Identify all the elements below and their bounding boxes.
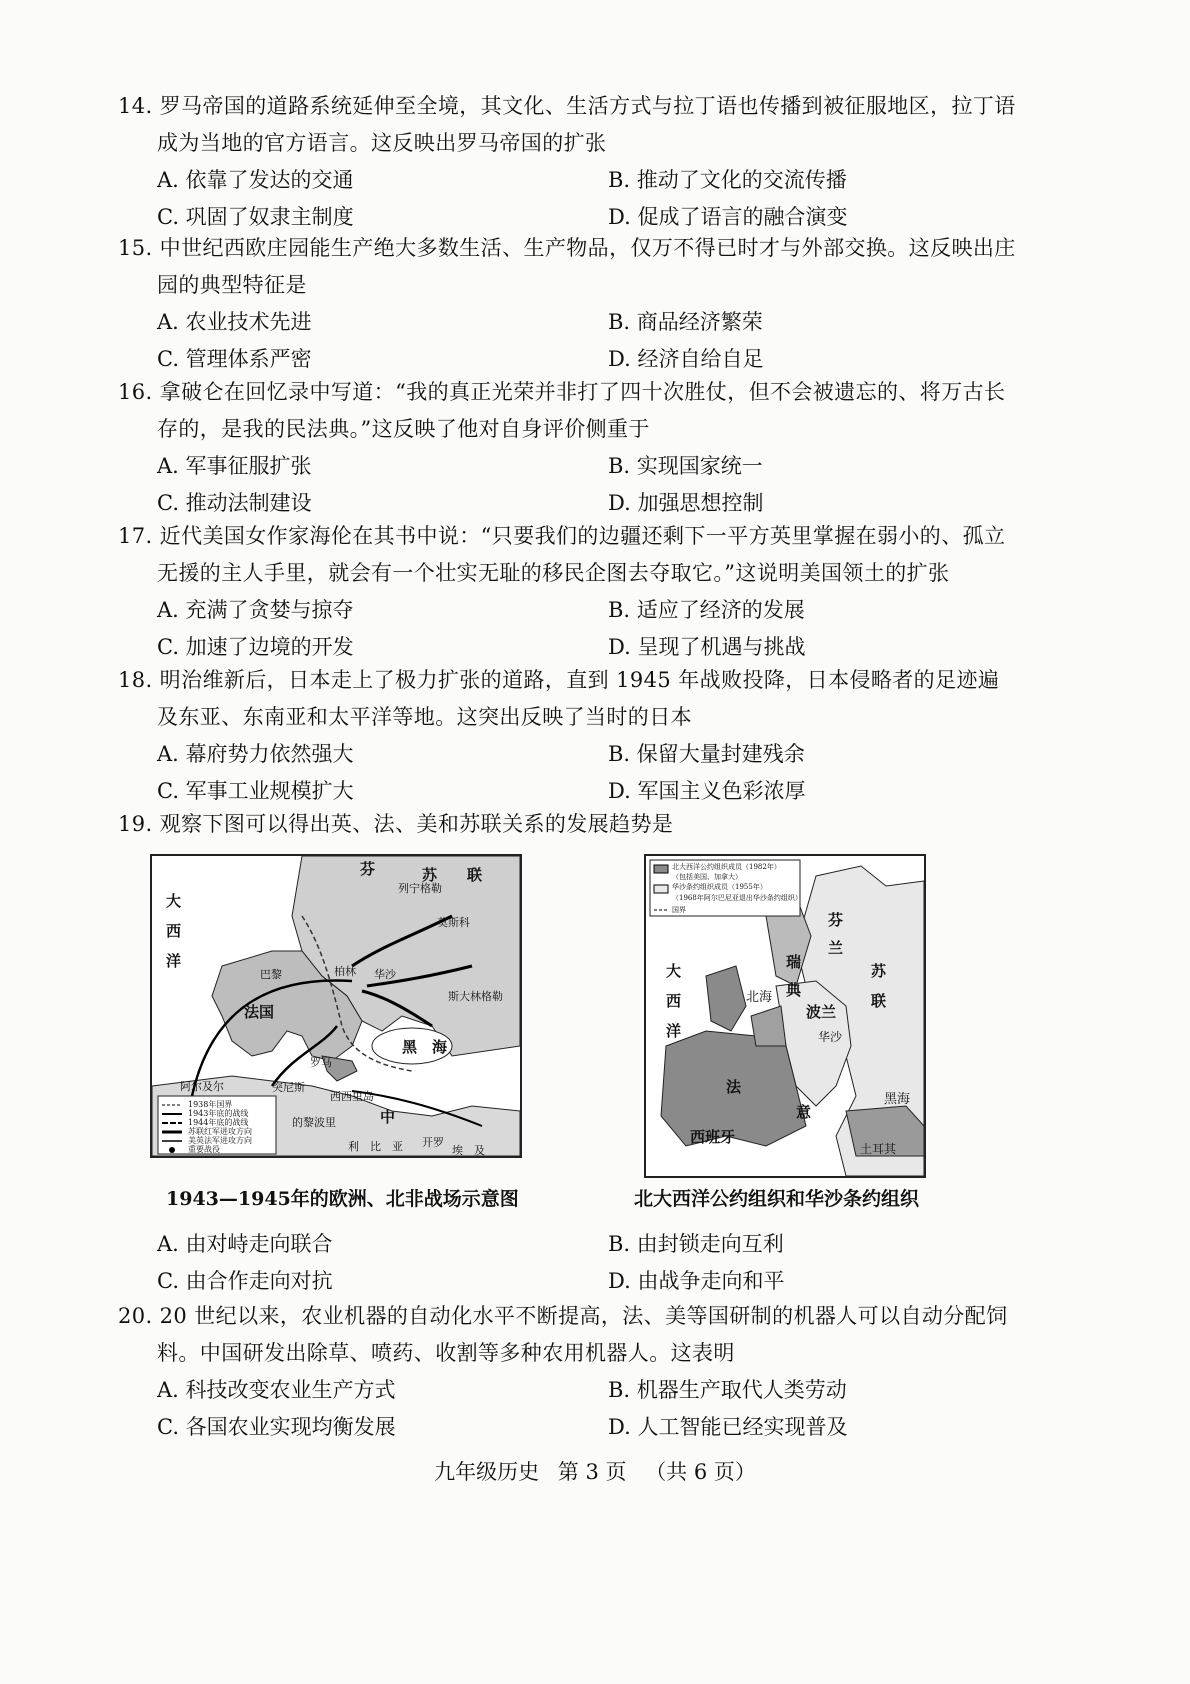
option-b[interactable]: B. 机器生产取代人类劳动 <box>608 1378 847 1402</box>
question-stem: 15. 中世纪西欧庄园能生产绝大多数生活、生产物品，仅万不得已时才与外部交换。这反映出庄园的典型特征是 <box>118 236 1016 297</box>
option-a[interactable]: A. 由对峙走向联合 <box>157 1232 333 1256</box>
option-b[interactable]: B. 推动了文化的交流传播 <box>608 168 847 192</box>
legend-item: （1968年阿尔巴尼亚退出华沙条约组织） <box>672 894 802 902</box>
label-leningrad: 列宁格勒 <box>398 882 442 895</box>
option-c[interactable]: C. 加速了边境的开发 <box>157 635 354 659</box>
question-15 <box>118 230 1018 378</box>
option-d[interactable]: D. 由战争走向和平 <box>608 1269 785 1293</box>
question-stem: 18. 明治维新后，日本走上了极力扩张的道路，直到 1945 年战败投降，日本侵略者的足迹遍及东亚、东南亚和太平洋等地。这突出反映了当时的日本 <box>118 668 1000 729</box>
label-atlantic: 大 西 洋 <box>166 892 182 970</box>
label-france: 法国 <box>244 1003 275 1021</box>
option-d[interactable]: D. 呈现了机遇与挑战 <box>608 635 806 659</box>
label-turkey: 土耳其 <box>860 1142 897 1156</box>
legend-item: （包括美国、加拿大） <box>672 873 742 881</box>
label-finland: 芬 兰 <box>828 911 844 957</box>
label-libya: 利 比 亚 <box>348 1140 403 1153</box>
option-b[interactable]: B. 适应了经济的发展 <box>608 598 805 622</box>
legend-item: 1943年底的战线 <box>188 1109 249 1118</box>
question-20 <box>118 1298 1018 1446</box>
option-c[interactable]: C. 由合作走向对抗 <box>157 1269 333 1293</box>
legend-item: 1944年底的战线 <box>188 1118 249 1127</box>
option-d[interactable]: D. 人工智能已经实现普及 <box>608 1415 848 1439</box>
label-soviet: 苏 联 <box>422 866 483 884</box>
label-sweden: 瑞 典 <box>786 953 802 999</box>
label-berlin: 柏林 <box>334 965 356 978</box>
options <box>118 1226 1018 1300</box>
label-black-sea: 黑海 <box>884 1092 911 1107</box>
option-d[interactable]: D. 促成了语言的融合演变 <box>608 205 848 229</box>
option-b[interactable]: B. 实现国家统一 <box>608 454 763 478</box>
question-14 <box>118 88 1018 236</box>
label-warsaw: 华沙 <box>374 968 396 981</box>
label-poland: 波兰 <box>806 1003 837 1021</box>
option-d[interactable]: D. 军国主义色彩浓厚 <box>608 779 806 803</box>
question-stem: 14. 罗马帝国的道路系统延伸至全境，其文化、生活方式与拉丁语也传播到被征服地区，拉丁语成为当地的官方语言。这反映出罗马帝国的扩张 <box>118 94 1016 155</box>
option-c[interactable]: C. 巩固了奴隶主制度 <box>157 205 354 229</box>
label-rome: 罗马 <box>310 1056 332 1069</box>
footer-subject: 九年级历史 <box>434 1460 540 1484</box>
question-16 <box>118 374 1018 522</box>
map-nato-warsaw <box>644 854 926 1178</box>
label-mediterranean: 中 <box>380 1108 396 1126</box>
question-stem: 19. 观察下图可以得出英、法、美和苏联关系的发展趋势是 <box>118 812 674 836</box>
option-a[interactable]: A. 充满了贪婪与掠夺 <box>157 598 354 622</box>
question-19 <box>118 806 1018 843</box>
label-algiers: 阿尔及尔 <box>180 1080 224 1093</box>
footer-page-number: 第 3 页 <box>557 1460 627 1484</box>
options <box>118 1372 1018 1446</box>
footer-total-pages: （共 6 页） <box>645 1460 756 1484</box>
label-sicily: 西西里岛 <box>330 1090 374 1103</box>
option-c[interactable]: C. 各国农业实现均衡发展 <box>157 1415 396 1439</box>
option-d[interactable]: D. 加强思想控制 <box>608 491 764 515</box>
question-stem: 16. 拿破仑在回忆录中写道：“我的真正光荣并非打了四十次胜仗，但不会被遗忘的、将万古长存的，是我的民法典。”这反映了他对自身评价侧重于 <box>118 380 1006 441</box>
question-18 <box>118 662 1018 810</box>
label-spain: 西班牙 <box>690 1128 736 1146</box>
map-caption: 1943—1945年的欧洲、北非战场示意图 <box>166 1188 519 1210</box>
legend-item: 北大西洋公约组织成员（1982年） <box>672 863 781 871</box>
legend-item: 1938年国界 <box>188 1100 233 1109</box>
legend-item: 华沙条约组织成员（1955年） <box>672 883 767 891</box>
label-egypt: 埃 及 <box>452 1144 485 1157</box>
map-europe-1943-1945 <box>150 854 522 1158</box>
option-a[interactable]: A. 科技改变农业生产方式 <box>157 1378 396 1402</box>
legend-item: 美英法军进攻方向 <box>188 1136 252 1145</box>
option-a[interactable]: A. 依靠了发达的交通 <box>157 168 354 192</box>
label-france: 法 <box>726 1078 742 1096</box>
legend-item: 苏联红军进攻方向 <box>188 1127 252 1136</box>
legend-item: 重要战役 <box>188 1145 220 1154</box>
option-c[interactable]: C. 管理体系严密 <box>157 347 312 371</box>
label-tripoli: 的黎波里 <box>292 1116 336 1129</box>
option-a[interactable]: A. 农业技术先进 <box>157 310 312 334</box>
label-paris: 巴黎 <box>260 968 282 981</box>
question-stem: 17. 近代美国女作家海伦在其书中说：“只要我们的边疆还剩下一平方英里掌握在弱小的、孤立无援的主人手里，就会有一个壮实无耻的移民企图去夺取它。”这说明美国领土的扩张 <box>118 524 1006 585</box>
options <box>118 592 1018 666</box>
label-soviet: 苏 联 <box>871 962 887 1010</box>
map-caption: 北大西洋公约组织和华沙条约组织 <box>634 1188 920 1210</box>
options <box>118 162 1018 236</box>
legend-item: 国界 <box>672 906 686 914</box>
options <box>118 304 1018 378</box>
label-north-sea: 北海 <box>746 990 773 1005</box>
label-finland: 芬 <box>360 860 376 878</box>
question-17 <box>118 518 1018 666</box>
option-b[interactable]: B. 保留大量封建残余 <box>608 742 805 766</box>
question-stem: 20. 20 世纪以来，农业机器的自动化水平不断提高，法、美等国研制的机器人可以自动分配饲料。中国研发出除草、喷药、收割等多种农用机器人。这表明 <box>118 1304 1008 1365</box>
label-stalingrad: 斯大林格勒 <box>448 990 503 1003</box>
label-moscow: 莫斯科 <box>437 916 470 929</box>
label-warsaw: 华沙 <box>818 1030 843 1044</box>
option-c[interactable]: C. 军事工业规模扩大 <box>157 779 354 803</box>
option-d[interactable]: D. 经济自给自足 <box>608 347 764 371</box>
option-b[interactable]: B. 由封锁走向互利 <box>608 1232 784 1256</box>
option-a[interactable]: A. 幕府势力依然强大 <box>157 742 354 766</box>
option-a[interactable]: A. 军事征服扩张 <box>157 454 312 478</box>
label-cairo: 开罗 <box>422 1136 444 1149</box>
page-footer <box>0 1456 1190 1486</box>
label-atlantic: 大 西 洋 <box>666 962 682 1040</box>
options <box>118 736 1018 810</box>
label-black-sea: 黑 海 <box>402 1038 448 1056</box>
question-19-options <box>118 1226 1018 1300</box>
label-italy: 意 <box>796 1103 812 1121</box>
options <box>118 448 1018 522</box>
map-graphic <box>646 856 924 1176</box>
label-tunis: 突尼斯 <box>272 1081 305 1094</box>
option-c[interactable]: C. 推动法制建设 <box>157 491 312 515</box>
option-b[interactable]: B. 商品经济繁荣 <box>608 310 763 334</box>
